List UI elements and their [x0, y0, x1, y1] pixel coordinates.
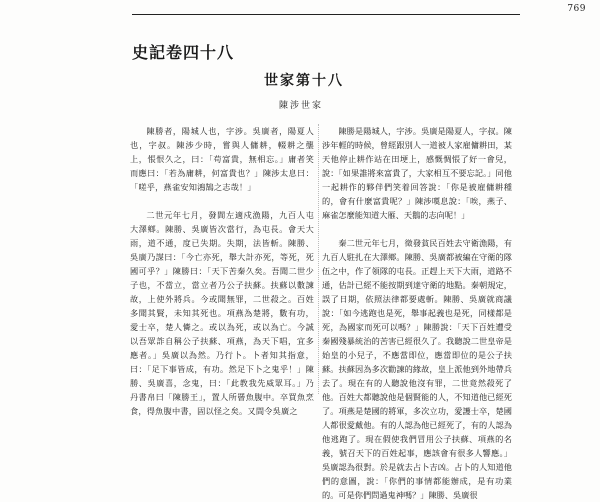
original-text-column	[130, 124, 314, 416]
header-rule	[132, 14, 520, 15]
translation-paragraph-1: 陳勝是陽城人，字涉。吳廣是陽夏人，字叔。陳涉年輕的時候，曾經跟別人一道被人家雇傭耕田，某天他停止耕作站在田埂上，感慨惆悵了好一會兒，說：「如果誰將來富貴了，大家相互不要忘記。」同他一起耕作的夥伴們笑着回答說：「你是被雇傭耕種的，會有什麼富貴呢？」陳涉嘆息說：「唉，燕子、麻雀怎麼能知道大雁、天鵝的志向呢！」	[322, 126, 512, 220]
page-number: 769	[567, 4, 586, 14]
book-title: 史記卷四十八	[132, 43, 235, 62]
chapter-title: 世家第十八	[264, 73, 344, 89]
original-paragraph-1: 陳勝者，陽城人也，字涉。吳廣者，陽夏人也，字叔。陳涉少時，嘗與人傭耕，輟耕之壟上，悵恨久之，曰：「苟富貴，無相忘。」庸者笑而應曰：「若為庸耕，何富貴也？」陳涉太息曰：「嗟乎，燕雀安知鴻鵠之志哉！」	[130, 126, 314, 192]
translation-text-column	[322, 124, 512, 500]
column-divider	[318, 124, 319, 394]
original-paragraph-2: 二世元年七月，發閭左適戍漁陽，九百人屯大澤鄉。陳勝、吳廣皆次當行，為屯長。會天大雨，道不通，度已失期。失期，法皆斬。陳勝、吳廣乃謀曰：「今亡亦死，舉大計亦死，等死，死國可乎？」陳勝曰：「天下苦秦久矣。吾聞二世少子也，不當立，當立者乃公子扶蘇。扶蘇以數諫故，上使外將兵。今或聞無罪，二世殺之。百姓多聞其賢，未知其死也。項燕為楚將，數有功，愛士卒，楚人憐之。或以為死，或以為亡。今誠以吾眾詐自稱公子扶蘇、項燕，為天下唱，宜多應者。」吳廣以為然。乃行卜。卜者知其指意，曰：「足下事皆成，有功。然足下卜之鬼乎！」陳勝、吳廣喜，念鬼，曰：「此教我先威眾耳。」乃丹書帛曰「陳勝王」，置人所罾魚腹中。卒買魚烹食，得魚腹中書，固以怪之矣。又間令吳廣之	[130, 210, 314, 416]
translation-paragraph-2: 秦二世元年七月，徵發貧民百姓去守衛漁陽，有九百人駐扎在大澤鄉。陳勝、吳廣都被編在守衛的隊伍之中，作了領隊的屯長。正趕上天下大雨，道路不通，估計已經不能按期到達守衛的地點。秦朝規定，誤了日期，依照法律都要處斬。陳勝、吳廣就商議說：「如今逃跑也是死，舉事起義也是死，同樣都是死，為國家而死可以嗎？」陳勝說：「天下百姓遭受秦國殘暴統治的苦害已經很久了。我聽說二世皇帝是始皇的小兒子，不應當即位，應當即位的是公子扶蘇。扶蘇因為多次勸諫的緣故，皇上派他到外地帶兵去了。現在有的人聽說他沒有罪，二世竟然殺死了他。百姓大都聽說他是個賢能的人，不知道他已經死了。項燕是楚國的將軍，多次立功，愛護士卒，楚國人都很愛戴他。有的人認為他已經死了，有的人認為他逃跑了。現在假使我們冒用公子扶蘇、項燕的名義，號召天下的百姓起事，應該會有很多人響應。」吳廣認為很對。於是就去占卜吉凶。占卜的人知道他們的意圖，說：「你們的事情都能辦成，是有功業的。可是你們問過鬼神嗎？」陳勝、吳廣很	[322, 238, 512, 500]
section-title: 陳涉世家	[279, 101, 324, 111]
